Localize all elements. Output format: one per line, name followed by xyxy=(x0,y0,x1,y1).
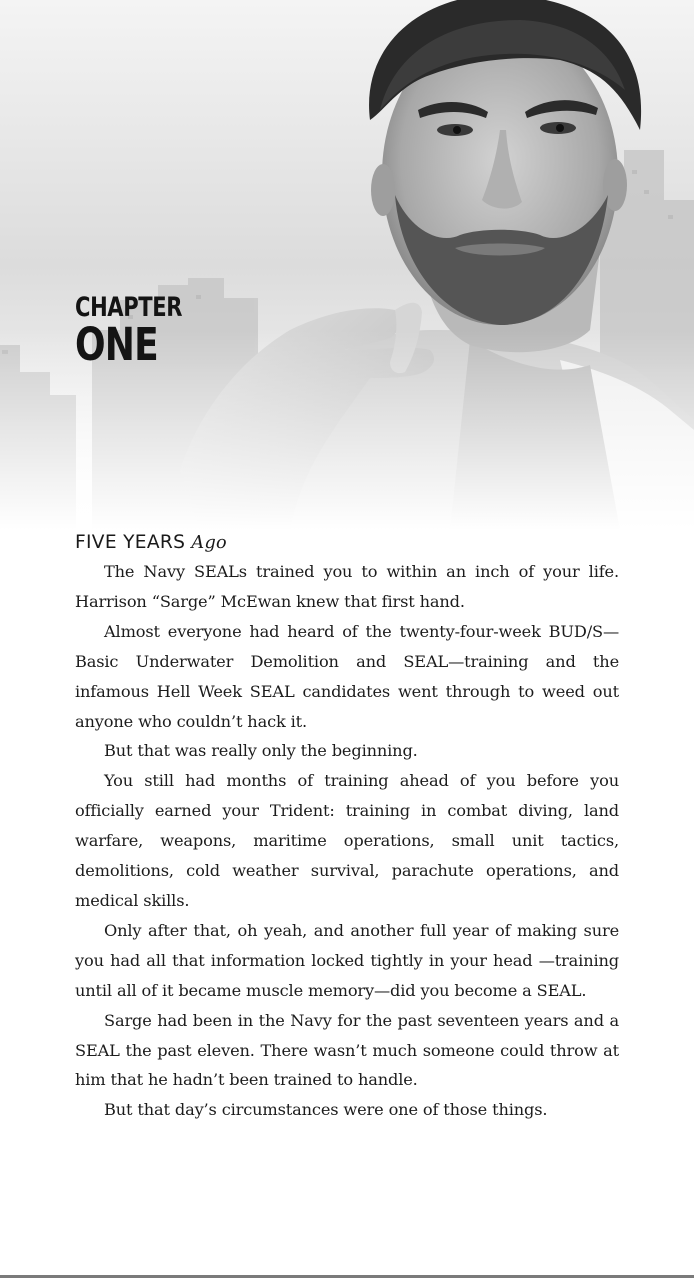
paragraph: Almost everyone had heard of the twenty-four-week BUD/S—Basic Underwater Demolition and SEAL—training and the infamous Hell Week SEAL candidates went through to weed out anyone who couldn’t hack it. xyxy=(75,621,619,731)
chapter-header-image xyxy=(0,0,694,530)
chapter-label: CHAPTER xyxy=(75,292,183,323)
paragraph: Sarge had been in the Navy for the past seventeen years and a SEAL the past eleven. There wasn’t much someone could throw at him that he hadn’t been trained to handle. xyxy=(75,1010,619,1090)
paragraph: But that day’s circumstances were one of those things. xyxy=(104,1100,548,1120)
chapter-body xyxy=(75,527,619,1125)
scene-heading-italic: Ago xyxy=(191,532,227,553)
city-and-man-illustration xyxy=(0,0,694,530)
paragraph: You still had months of training ahead of you before you officially earned your Trident: training in combat diving, land warfare, weapons, maritime operations, small unit tactics, demolitions, cold weather survival, parachute operations, and medical skills. xyxy=(75,771,619,910)
paragraph: But that was really only the beginning. xyxy=(104,741,418,761)
paragraph: The Navy SEALs trained you to within an inch of your life. Harrison “Sarge” McEwan knew that first hand. xyxy=(75,562,619,611)
scene-heading-caps: FIVE YEARS xyxy=(75,531,186,553)
paragraph: Only after that, oh yeah, and another full year of making sure you had all that information locked tightly in your head —training until all of it became muscle memory—did you become a SEAL. xyxy=(75,920,619,1000)
chapter-number: ONE xyxy=(75,318,158,371)
scene-heading xyxy=(75,527,608,557)
chapter-heading xyxy=(75,292,212,371)
